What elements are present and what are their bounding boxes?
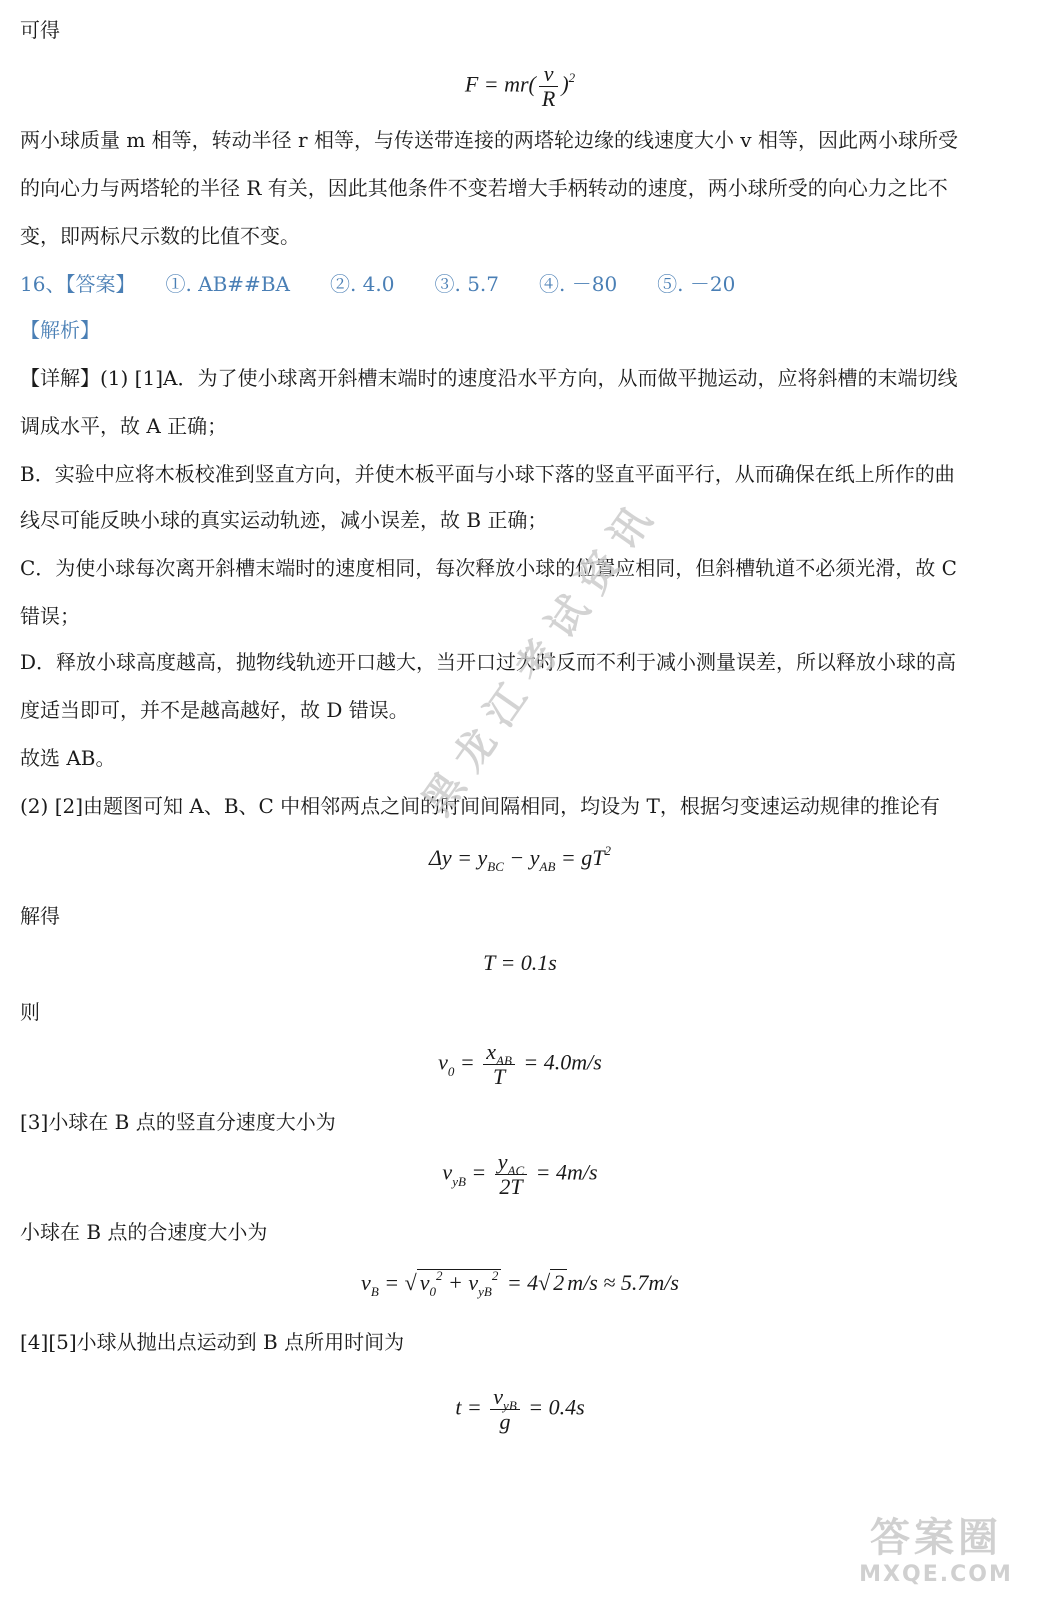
text-line: 小球在 B 点的合速度大小为	[20, 1220, 268, 1244]
text-line: 【详解】(1) [1]A．为了使小球离开斜槽末端时的速度沿水平方向，从而做平抛运动，应将斜槽的末端切线	[20, 366, 958, 390]
equation-delta-y: $\Delta y = y_{BC} - y_{AB} = gT^2$	[428, 843, 612, 874]
equation-period: T = 0.1s	[483, 950, 557, 975]
text-line: 则	[20, 1000, 40, 1024]
text-line: 可得	[20, 18, 60, 42]
text-line: [4][5]小球从抛出点运动到 B 点所用时间为	[20, 1330, 405, 1354]
text-line: 解得	[20, 904, 60, 928]
equation-time: t = $\frac{v_{yB}}{g}$ = 0.4s	[455, 1384, 585, 1435]
text-line: C．为使小球每次离开斜槽末端时的速度相同，每次释放小球的位置应相同，但斜槽轨道不必须光滑，故 C	[20, 556, 957, 580]
site-logo	[846, 1514, 1026, 1592]
answer-line: 16、【答案】 ①. AB##BA ②. 4.0 ③. 5.7 ④. －80 ⑤. －20	[20, 272, 736, 296]
equation-vyB: $v_{yB}$ = $\frac{y_{AC}}{2T}$ = 4m/s	[442, 1149, 598, 1200]
text-line: 线尽可能反映小球的真实运动轨迹，减小误差，故 B 正确；	[20, 508, 548, 532]
text-line: 故选 AB。	[20, 746, 116, 770]
text-line: 两小球质量 m 相等，转动半径 r 相等，与传送带连接的两塔轮边缘的线速度大小 v 相等，因此两小球所受	[20, 128, 958, 152]
analysis-heading: 【解析】	[20, 318, 100, 342]
text-line: B．实验中应将木板校准到竖直方向，并使木板平面与小球下落的竖直平面平行，从而确保在纸上所作的曲	[20, 462, 955, 486]
text-line: 的向心力与两塔轮的半径 R 有关，因此其他条件不变若增大手柄转动的速度，两小球所受的向心力之比不	[20, 176, 948, 200]
text-line: (2) [2]由题图可知 A、B、C 中相邻两点之间的时间间隔相同，均设为 T，根据匀变速运动规律的推论有	[20, 794, 940, 818]
text-line: [3]小球在 B 点的竖直分速度大小为	[20, 1110, 336, 1134]
logo-domain: MXQE.COM	[859, 1562, 1013, 1587]
equation-vB: $v_B$ = √ $v_0^2 + v_{yB}^2 = 4√$ 2 m/s ≈ 5.7m/s	[361, 1268, 679, 1299]
equation-v0: $v_0$ = $\frac{x_{AB}}{T}$ = 4.0m/s	[438, 1039, 602, 1090]
watermark-text: 黑龙江考试资讯	[414, 487, 669, 824]
text-line: 变，即两标尺示数的比值不变。	[20, 224, 300, 248]
text-line: 错误；	[20, 604, 80, 628]
text-line: D．释放小球高度越高，抛物线轨迹开口越大，当开口过大时反而不利于减小测量误差，所以释放小球的高	[20, 650, 957, 674]
text-line: 度适当即可，并不是越高越好，故 D 错误。	[20, 698, 409, 722]
logo-title: 答案圈	[870, 1515, 1002, 1561]
equation-centripetal-force: F = mr( $\frac{v}{R}$ )$^2$	[464, 61, 576, 112]
text-line: 调成水平，故 A 正确；	[20, 414, 228, 438]
